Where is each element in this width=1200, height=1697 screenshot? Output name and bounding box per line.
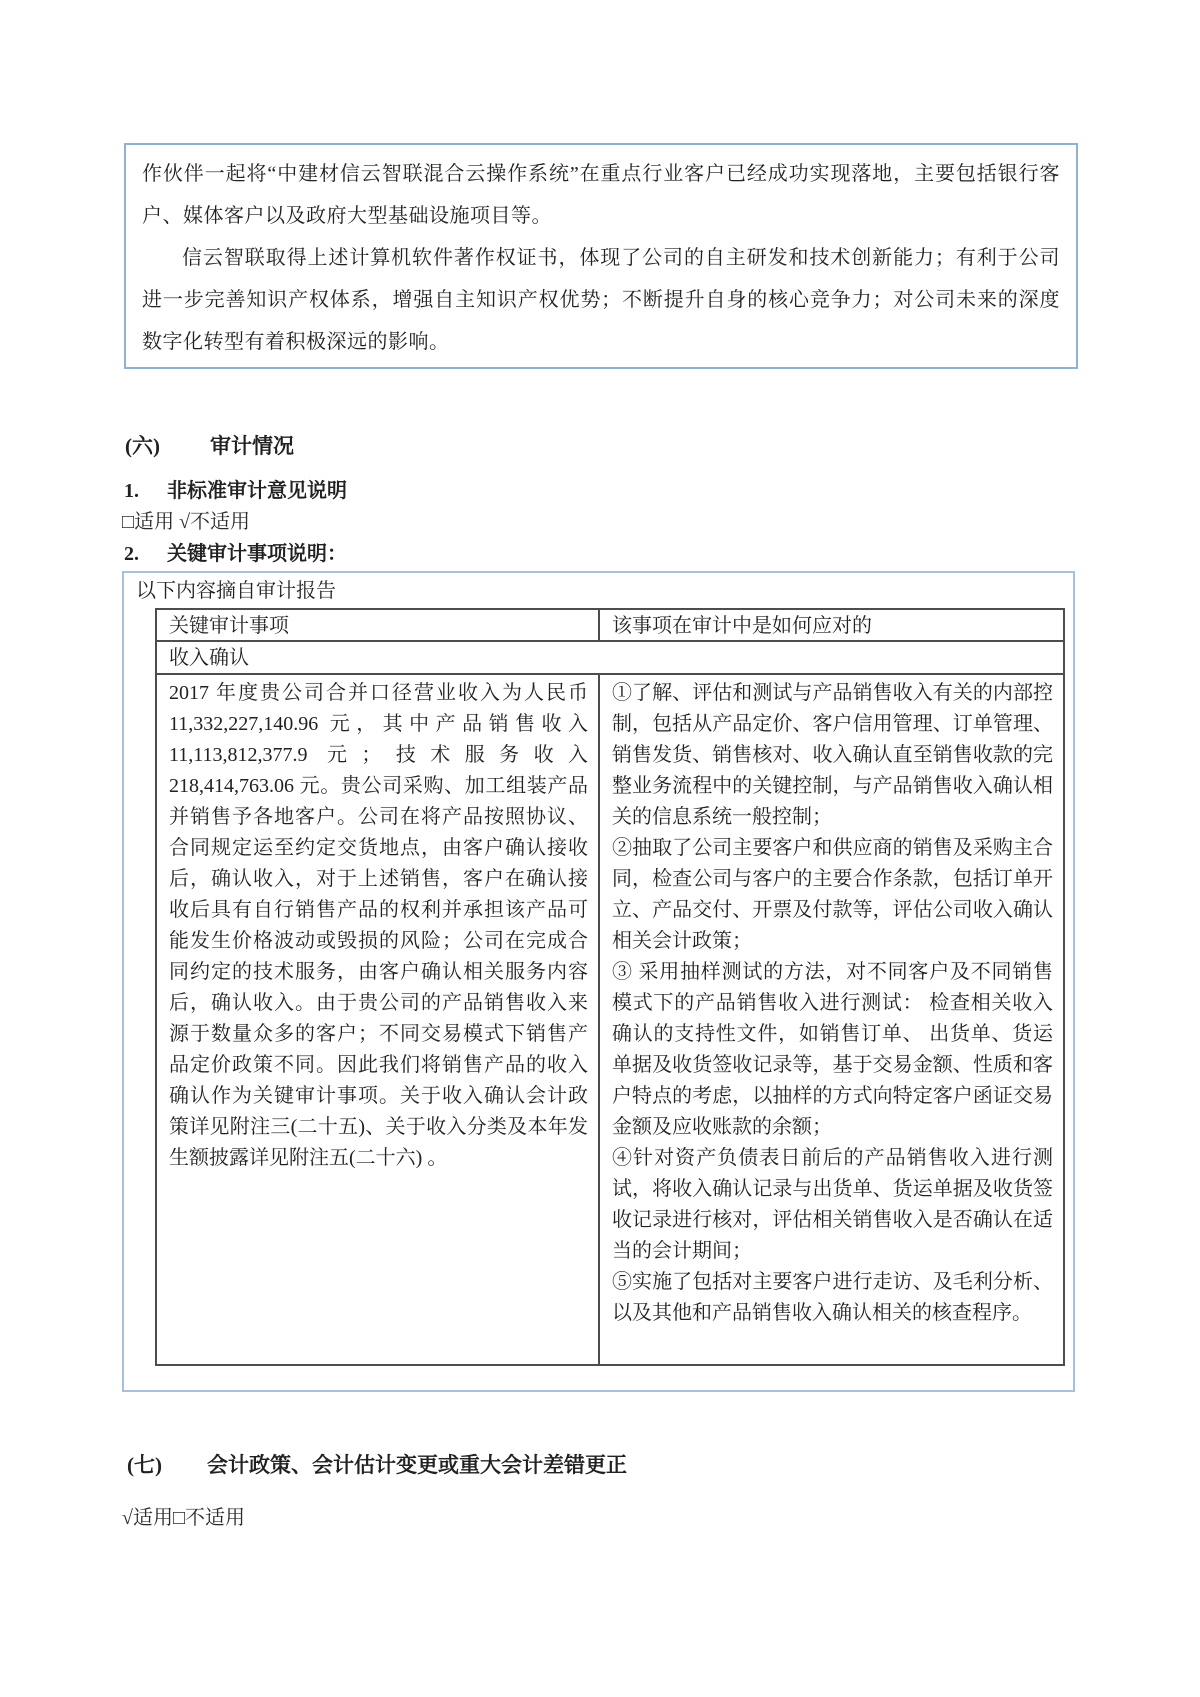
section6-number: (六)	[125, 434, 160, 458]
response-item-3: ③ 采用抽样测试的方法，对不同客户及不同销售模式下的产品销售收入进行测试： 检查相关收入确认的支持性文件，如销售订单、 出货单、货运单据及收货签收记录等，基于交易金额、性质和客户特点的考虑，以抽样的方式向特定客户函证交易金额及应收账款的余额；	[612, 961, 1053, 1138]
section6-title: 审计情况	[210, 434, 294, 458]
section6-item1-number: 1.	[124, 480, 139, 502]
header-cell-matter: 关键审计事项	[156, 609, 599, 641]
section7-applicability-line: √适用□不适用	[122, 1507, 246, 1529]
section6-item1-heading	[124, 474, 347, 503]
section6-item2-number: 2.	[124, 543, 139, 565]
audit-table-outer-box	[122, 571, 1075, 1392]
intro-paragraph-1: 作伙伴一起将“中建材信云智联混合云操作系统”在重点行业客户已经成功实现落地，主要包括银行客户、媒体客户以及政府大型基础设施项目等。	[142, 163, 1060, 227]
section7-heading	[127, 1449, 627, 1479]
table-header-row	[156, 609, 1064, 641]
header-cell-response: 该事项在审计中是如何应对的	[599, 609, 1064, 641]
section6-item2-heading	[124, 537, 347, 566]
table-subheader-row	[156, 641, 1064, 674]
subheader-cell-revenue-recognition: 收入确认	[156, 641, 1064, 674]
response-item-4: ④针对资产负债表日前后的产品销售收入进行测试，将收入确认记录与出货单、货运单据及收货签收记录进行核对，评估相关销售收入是否确认在适当的会计期间；	[612, 1147, 1053, 1262]
key-audit-matters-table	[155, 608, 1065, 1366]
item1-applicability-line: □适用 √不适用	[122, 511, 251, 533]
matter-cell	[156, 674, 599, 1365]
response-item-5: ⑤实施了包括对主要客户进行走访、及毛利分析、以及其他和产品销售收入确认相关的核查程序。	[612, 1271, 1053, 1324]
audit-source-note: 以下内容摘自审计报告	[136, 580, 336, 602]
section6-heading	[125, 430, 294, 460]
section6-item1-title: 非标准审计意见说明	[167, 480, 347, 502]
intro-paragraph-2: 信云智联取得上述计算机软件著作权证书，体现了公司的自主研发和技术创新能力；有利于公司进一步完善知识产权体系，增强自主知识产权优势；不断提升自身的核心竞争力；对公司未来的深度数字化转型有着积极深远的影响。	[142, 247, 1060, 353]
response-item-2: ②抽取了公司主要客户和供应商的销售及采购主合同，检查公司与客户的主要合作条款，包括订单开立、产品交付、开票及付款等，评估公司收入确认相关会计政策；	[612, 837, 1053, 952]
section7-title: 会计政策、会计估计变更或重大会计差错更正	[207, 1453, 627, 1477]
matter-text: 2017 年度贵公司合并口径营业收入为人民币 11,332,227,140.96 元，其中产品销售收入 11,113,812,377.9 元；技术服务收入 218,414,763.06 元。贵公司采购、加工组装产品并销售予各地客户。公司在将产品按照协议、合同规定运至约定交货地点，由客户确认接收后，确认收入，对于上述销售，客户在确认接收后具有自行销售产品的权利并承担该产品可能发生价格波动或毁损的风险；公司在完成合同约定的技术服务，由客户确认相关服务内容后，确认收入。由于贵公司的产品销售收入来源于数量众多的客户；不同交易模式下销售产品定价政策不同。因此我们将销售产品的收入确认作为关键审计事项。关于收入确认会计政策详见附注三(二十五)、关于收入分类及本年发生额披露详见附注五(二十六) 。	[169, 682, 588, 1169]
section7-number: (七)	[127, 1453, 162, 1477]
table-content-row	[156, 674, 1064, 1365]
response-item-1: ①了解、评估和测试与产品销售收入有关的内部控制，包括从产品定价、客户信用管理、订单管理、销售发货、销售核对、收入确认直至销售收款的完整业务流程中的关键控制，与产品销售收入确认相关的信息系统一般控制；	[612, 682, 1053, 828]
intro-highlight-box	[124, 143, 1078, 369]
section6-item2-title: 关键审计事项说明：	[167, 543, 347, 565]
response-cell	[599, 674, 1064, 1365]
